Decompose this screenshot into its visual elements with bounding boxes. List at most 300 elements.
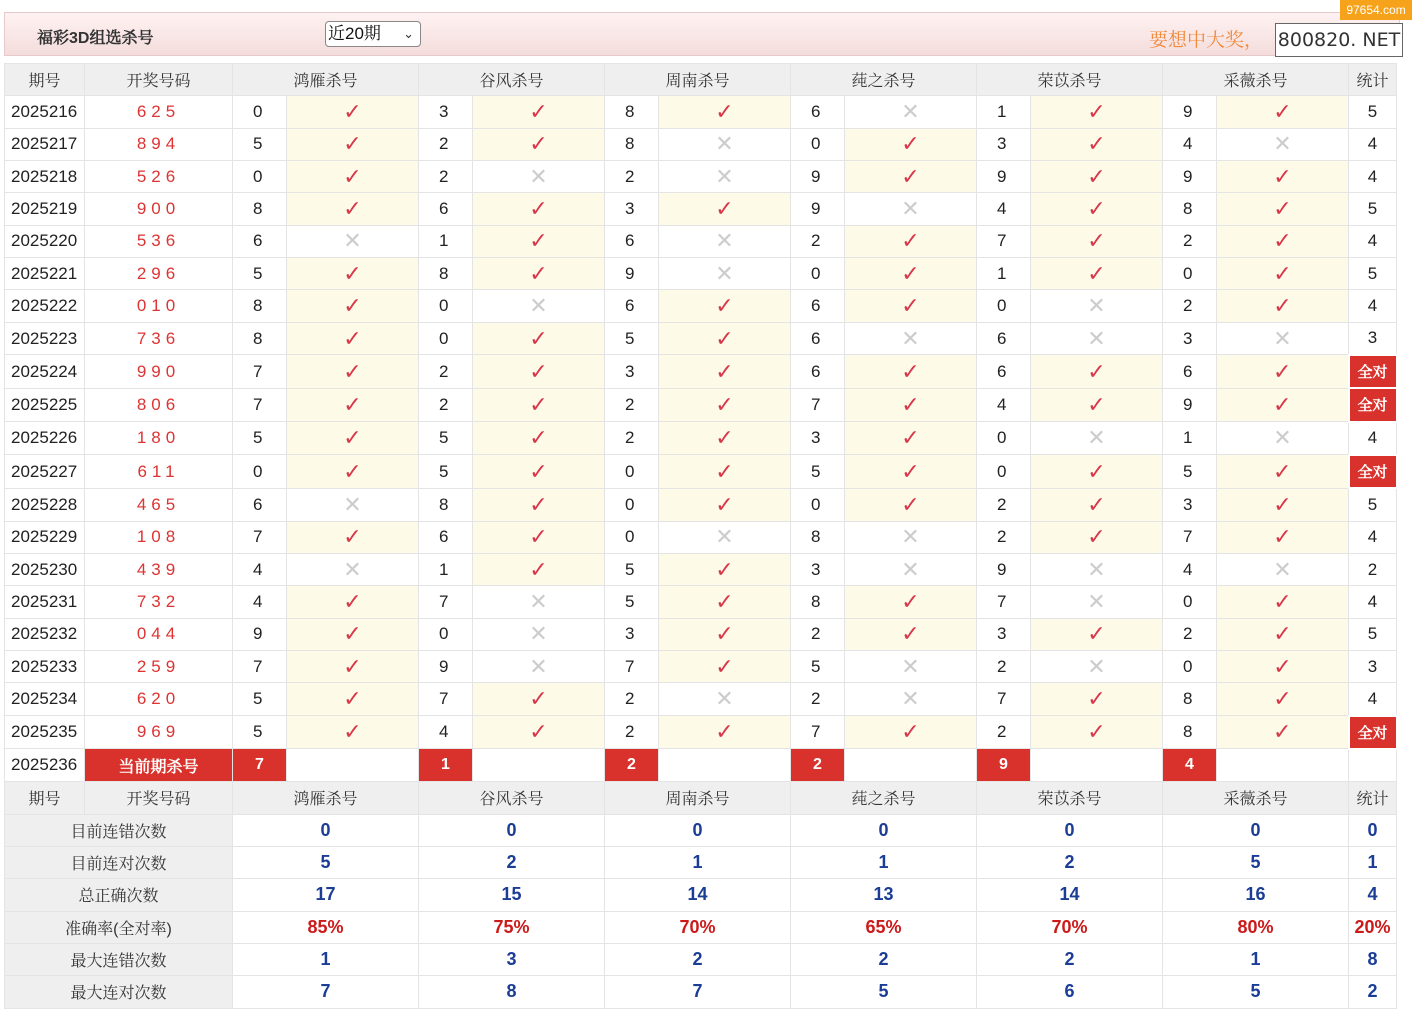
summary-value: 0 — [977, 814, 1163, 846]
check-icon: ✓ — [659, 488, 791, 521]
summary-row — [5, 911, 1397, 943]
check-icon: ✓ — [659, 422, 791, 455]
draw-number: 894 — [85, 128, 233, 160]
check-icon: ✓ — [1217, 290, 1349, 322]
stat-cell: 2 — [1349, 553, 1397, 585]
kill-number: 4 — [977, 388, 1031, 421]
check-icon: ✓ — [1217, 455, 1349, 488]
kill-number: 5 — [233, 683, 287, 716]
kill-number: 1 — [419, 553, 473, 585]
draw-number: 900 — [85, 193, 233, 225]
cross-icon: ✕ — [1031, 322, 1163, 355]
draw-number: 108 — [85, 521, 233, 553]
stat-cell: 4 — [1349, 128, 1397, 160]
stat-cell: 4 — [1349, 683, 1397, 716]
check-icon: ✓ — [473, 225, 605, 257]
check-icon: ✓ — [473, 553, 605, 585]
check-icon: ✓ — [659, 290, 791, 322]
summary-value: 0 — [1163, 814, 1349, 846]
kill-number: 2 — [605, 683, 659, 716]
kill-number: 7 — [233, 388, 287, 421]
kill-number: 1 — [977, 96, 1031, 128]
summary-value: 15 — [419, 879, 605, 911]
check-icon: ✓ — [1031, 96, 1163, 128]
summary-value: 2 — [791, 943, 977, 975]
current-stat-blank — [1349, 749, 1397, 782]
period-select[interactable] — [325, 21, 421, 47]
check-icon: ✓ — [473, 521, 605, 553]
header-draw: 开奖号码 — [85, 64, 233, 96]
header-killer: 谷风杀号 — [419, 782, 605, 814]
kill-number: 5 — [233, 128, 287, 160]
period-cell: 2025224 — [5, 355, 85, 388]
current-kill-number: 1 — [419, 749, 473, 782]
header-killer: 荣苡杀号 — [977, 782, 1163, 814]
kill-number: 6 — [791, 355, 845, 388]
kill-number: 1 — [1163, 422, 1217, 455]
kill-number: 5 — [791, 455, 845, 488]
stat-cell: 4 — [1349, 586, 1397, 618]
kill-number: 3 — [1163, 322, 1217, 355]
kill-number: 6 — [977, 355, 1031, 388]
kill-number: 0 — [233, 455, 287, 488]
cross-icon: ✕ — [473, 618, 605, 650]
table-row — [5, 553, 1397, 585]
check-icon: ✓ — [287, 290, 419, 322]
kill-number: 4 — [233, 586, 287, 618]
check-icon: ✓ — [287, 586, 419, 618]
header-killer: 周南杀号 — [605, 64, 791, 96]
summary-row — [5, 814, 1397, 846]
kill-number: 4 — [1163, 553, 1217, 585]
summary-value: 13 — [791, 879, 977, 911]
kill-number: 5 — [233, 716, 287, 749]
period-cell: 2025226 — [5, 422, 85, 455]
kill-number: 0 — [419, 618, 473, 650]
all-correct-badge: 全对 — [1349, 455, 1397, 488]
check-icon: ✓ — [659, 455, 791, 488]
current-kill-number: 2 — [791, 749, 845, 782]
check-icon: ✓ — [287, 128, 419, 160]
cross-icon: ✕ — [473, 160, 605, 192]
kill-number: 9 — [791, 160, 845, 192]
cross-icon: ✕ — [473, 586, 605, 618]
kill-number: 6 — [419, 521, 473, 553]
cross-icon: ✕ — [845, 193, 977, 225]
kill-number: 9 — [977, 160, 1031, 192]
stat-cell: 4 — [1349, 225, 1397, 257]
check-icon: ✓ — [473, 422, 605, 455]
table-row — [5, 225, 1397, 257]
kill-number: 5 — [233, 422, 287, 455]
stat-cell: 3 — [1349, 322, 1397, 355]
current-kill-blank — [473, 749, 605, 782]
current-period-row — [5, 749, 1397, 782]
summary-value: 5 — [1163, 846, 1349, 878]
check-icon: ✓ — [1031, 521, 1163, 553]
cross-icon: ✕ — [845, 553, 977, 585]
check-icon: ✓ — [287, 355, 419, 388]
kill-number: 5 — [419, 455, 473, 488]
summary-value: 0 — [419, 814, 605, 846]
period-cell: 2025231 — [5, 586, 85, 618]
check-icon: ✓ — [845, 388, 977, 421]
table-row — [5, 257, 1397, 289]
header-period: 期号 — [5, 782, 85, 814]
kill-number: 2 — [977, 521, 1031, 553]
draw-number: 620 — [85, 683, 233, 716]
check-icon: ✓ — [1031, 160, 1163, 192]
draw-number: 736 — [85, 322, 233, 355]
kill-number: 0 — [977, 422, 1031, 455]
cross-icon: ✕ — [1217, 322, 1349, 355]
kill-number: 1 — [977, 257, 1031, 289]
kill-number: 0 — [1163, 586, 1217, 618]
kill-number: 6 — [791, 290, 845, 322]
promo-text[interactable]: 要想中大奖， — [1149, 30, 1264, 51]
kill-number: 4 — [419, 716, 473, 749]
check-icon: ✓ — [659, 355, 791, 388]
check-icon: ✓ — [1031, 618, 1163, 650]
kill-number: 0 — [605, 455, 659, 488]
period-cell: 2025219 — [5, 193, 85, 225]
kill-number: 5 — [791, 650, 845, 682]
draw-number: 180 — [85, 422, 233, 455]
kill-number: 2 — [791, 225, 845, 257]
kill-number: 8 — [233, 290, 287, 322]
table-row — [5, 355, 1397, 388]
cross-icon: ✕ — [1031, 422, 1163, 455]
check-icon: ✓ — [845, 716, 977, 749]
header-killer: 莼之杀号 — [791, 64, 977, 96]
stat-cell: 3 — [1349, 650, 1397, 682]
check-icon: ✓ — [473, 257, 605, 289]
check-icon: ✓ — [1031, 388, 1163, 421]
current-kill-label: 当前期杀号 — [85, 749, 233, 782]
summary-row — [5, 943, 1397, 975]
kill-number: 7 — [977, 586, 1031, 618]
table-row — [5, 388, 1397, 421]
check-icon: ✓ — [845, 160, 977, 192]
kill-number: 8 — [233, 193, 287, 225]
kill-number: 6 — [419, 193, 473, 225]
summary-value: 6 — [977, 976, 1163, 1008]
check-icon: ✓ — [287, 422, 419, 455]
current-kill-number: 7 — [233, 749, 287, 782]
check-icon: ✓ — [659, 586, 791, 618]
table-row — [5, 650, 1397, 682]
kill-number: 3 — [605, 618, 659, 650]
table-row — [5, 683, 1397, 716]
period-cell: 2025229 — [5, 521, 85, 553]
stat-cell: 4 — [1349, 422, 1397, 455]
kill-number: 7 — [233, 650, 287, 682]
check-icon: ✓ — [1217, 488, 1349, 521]
check-icon: ✓ — [473, 96, 605, 128]
kill-number: 2 — [791, 618, 845, 650]
kill-number: 6 — [605, 225, 659, 257]
top-bar — [4, 12, 1400, 56]
all-correct-badge: 全对 — [1349, 355, 1397, 388]
period-cell: 2025218 — [5, 160, 85, 192]
kill-number: 9 — [233, 618, 287, 650]
check-icon: ✓ — [287, 618, 419, 650]
period-cell: 2025216 — [5, 96, 85, 128]
summary-value: 70% — [605, 911, 791, 943]
draw-number: 990 — [85, 355, 233, 388]
check-icon: ✓ — [287, 388, 419, 421]
check-icon: ✓ — [1217, 160, 1349, 192]
check-icon: ✓ — [1217, 257, 1349, 289]
cross-icon: ✕ — [1031, 650, 1163, 682]
kill-number: 8 — [233, 322, 287, 355]
table-row — [5, 488, 1397, 521]
cross-icon: ✕ — [659, 128, 791, 160]
summary-value: 1 — [1163, 943, 1349, 975]
header-killer: 周南杀号 — [605, 782, 791, 814]
summary-value: 70% — [977, 911, 1163, 943]
kill-number: 7 — [791, 716, 845, 749]
stat-cell: 5 — [1349, 618, 1397, 650]
chevron-down-icon: ⌄ — [403, 26, 414, 41]
period-cell: 2025230 — [5, 553, 85, 585]
stat-cell: 5 — [1349, 257, 1397, 289]
check-icon: ✓ — [1031, 225, 1163, 257]
header-killer: 采薇杀号 — [1163, 64, 1349, 96]
cross-icon: ✕ — [287, 488, 419, 521]
draw-number: 296 — [85, 257, 233, 289]
cross-icon: ✕ — [287, 553, 419, 585]
check-icon: ✓ — [1217, 716, 1349, 749]
header-period: 期号 — [5, 64, 85, 96]
summary-value: 14 — [605, 879, 791, 911]
summary-value: 80% — [1163, 911, 1349, 943]
period-cell: 2025235 — [5, 716, 85, 749]
kill-number: 0 — [791, 488, 845, 521]
check-icon: ✓ — [287, 650, 419, 682]
kill-number: 7 — [1163, 521, 1217, 553]
check-icon: ✓ — [659, 193, 791, 225]
check-icon: ✓ — [845, 455, 977, 488]
check-icon: ✓ — [659, 322, 791, 355]
check-icon: ✓ — [1031, 455, 1163, 488]
summary-value: 1 — [233, 943, 419, 975]
cross-icon: ✕ — [473, 650, 605, 682]
period-cell: 2025227 — [5, 455, 85, 488]
cross-icon: ✕ — [659, 160, 791, 192]
period-cell: 2025220 — [5, 225, 85, 257]
kill-number: 5 — [419, 422, 473, 455]
kill-number: 5 — [605, 322, 659, 355]
kill-number: 0 — [233, 96, 287, 128]
draw-number: 526 — [85, 160, 233, 192]
kill-number: 3 — [977, 618, 1031, 650]
table-row — [5, 716, 1397, 749]
summary-value: 0 — [605, 814, 791, 846]
summary-value: 7 — [605, 976, 791, 1008]
kill-number: 6 — [233, 488, 287, 521]
summary-value: 1 — [1349, 846, 1397, 878]
table-row — [5, 96, 1397, 128]
draw-number: 969 — [85, 716, 233, 749]
summary-label: 准确率(全对率) — [5, 911, 233, 943]
kill-number: 8 — [1163, 683, 1217, 716]
check-icon: ✓ — [1217, 650, 1349, 682]
summary-label: 最大连错次数 — [5, 943, 233, 975]
check-icon: ✓ — [287, 716, 419, 749]
all-correct-badge: 全对 — [1349, 716, 1397, 749]
page-title: 福彩3D组选杀号 — [37, 30, 154, 47]
summary-value: 2 — [605, 943, 791, 975]
period-cell: 2025221 — [5, 257, 85, 289]
summary-value: 5 — [791, 976, 977, 1008]
check-icon: ✓ — [845, 586, 977, 618]
header-killer: 谷风杀号 — [419, 64, 605, 96]
summary-value: 2 — [419, 846, 605, 878]
header-stat: 统计 — [1349, 64, 1397, 96]
header-killer: 鸿雁杀号 — [233, 782, 419, 814]
cross-icon: ✕ — [473, 290, 605, 322]
check-icon: ✓ — [1217, 586, 1349, 618]
check-icon: ✓ — [1031, 128, 1163, 160]
summary-value: 0 — [791, 814, 977, 846]
kill-number: 6 — [791, 96, 845, 128]
check-icon: ✓ — [287, 193, 419, 225]
summary-value: 2 — [1349, 976, 1397, 1008]
stat-cell: 4 — [1349, 160, 1397, 192]
summary-value: 14 — [977, 879, 1163, 911]
kill-number: 2 — [419, 128, 473, 160]
period-cell: 2025225 — [5, 388, 85, 421]
summary-value: 17 — [233, 879, 419, 911]
header-killer: 荣苡杀号 — [977, 64, 1163, 96]
kill-number: 3 — [791, 553, 845, 585]
check-icon: ✓ — [287, 683, 419, 716]
draw-number: 044 — [85, 618, 233, 650]
check-icon: ✓ — [473, 388, 605, 421]
summary-value: 16 — [1163, 879, 1349, 911]
cross-icon: ✕ — [1217, 553, 1349, 585]
check-icon: ✓ — [1031, 488, 1163, 521]
kill-number: 7 — [605, 650, 659, 682]
kill-number: 0 — [1163, 650, 1217, 682]
summary-label: 目前连对次数 — [5, 846, 233, 878]
kill-number: 0 — [977, 455, 1031, 488]
kill-number: 0 — [605, 488, 659, 521]
summary-value: 2 — [977, 846, 1163, 878]
check-icon: ✓ — [287, 322, 419, 355]
draw-number: 611 — [85, 455, 233, 488]
check-icon: ✓ — [1031, 257, 1163, 289]
summary-value: 4 — [1349, 879, 1397, 911]
current-kill-blank — [845, 749, 977, 782]
cross-icon: ✕ — [845, 683, 977, 716]
kill-number: 8 — [419, 488, 473, 521]
kill-number: 5 — [605, 586, 659, 618]
check-icon: ✓ — [473, 128, 605, 160]
period-cell: 2025217 — [5, 128, 85, 160]
cross-icon: ✕ — [1031, 586, 1163, 618]
kill-number: 0 — [977, 290, 1031, 322]
kill-number: 9 — [419, 650, 473, 682]
stat-cell: 5 — [1349, 193, 1397, 225]
summary-row — [5, 976, 1397, 1008]
kill-number: 2 — [791, 683, 845, 716]
kill-number: 2 — [419, 160, 473, 192]
kill-number: 5 — [1163, 455, 1217, 488]
header-stat: 统计 — [1349, 782, 1397, 814]
table-row — [5, 422, 1397, 455]
cross-icon: ✕ — [659, 257, 791, 289]
check-icon: ✓ — [473, 193, 605, 225]
check-icon: ✓ — [287, 257, 419, 289]
check-icon: ✓ — [473, 322, 605, 355]
cross-icon: ✕ — [845, 322, 977, 355]
summary-value: 5 — [233, 846, 419, 878]
check-icon: ✓ — [1031, 193, 1163, 225]
stat-cell: 4 — [1349, 521, 1397, 553]
kill-number: 2 — [605, 160, 659, 192]
kill-number: 4 — [1163, 128, 1217, 160]
cross-icon: ✕ — [1031, 290, 1163, 322]
kill-number: 8 — [605, 128, 659, 160]
kill-number: 8 — [1163, 193, 1217, 225]
kill-number-table — [4, 63, 1398, 1009]
kill-number: 4 — [233, 553, 287, 585]
site-label[interactable]: 800820. NET — [1275, 23, 1403, 57]
cross-icon: ✕ — [845, 650, 977, 682]
check-icon: ✓ — [659, 618, 791, 650]
table-row — [5, 586, 1397, 618]
kill-number: 0 — [1163, 257, 1217, 289]
kill-number: 8 — [605, 96, 659, 128]
kill-number: 7 — [233, 521, 287, 553]
summary-value: 0 — [1349, 814, 1397, 846]
summary-value: 20% — [1349, 911, 1397, 943]
cross-icon: ✕ — [845, 521, 977, 553]
check-icon: ✓ — [1217, 355, 1349, 388]
period-cell: 2025222 — [5, 290, 85, 322]
kill-number: 0 — [791, 128, 845, 160]
check-icon: ✓ — [1217, 388, 1349, 421]
kill-number: 1 — [419, 225, 473, 257]
check-icon: ✓ — [287, 521, 419, 553]
draw-number: 806 — [85, 388, 233, 421]
cross-icon: ✕ — [659, 521, 791, 553]
table-header-row — [5, 782, 1397, 814]
stat-cell: 5 — [1349, 488, 1397, 521]
check-icon: ✓ — [1217, 193, 1349, 225]
table-row — [5, 322, 1397, 355]
summary-value: 7 — [233, 976, 419, 1008]
kill-number: 7 — [419, 683, 473, 716]
draw-number: 732 — [85, 586, 233, 618]
kill-number: 2 — [605, 716, 659, 749]
table-row — [5, 521, 1397, 553]
kill-number: 8 — [1163, 716, 1217, 749]
check-icon: ✓ — [1031, 355, 1163, 388]
summary-value: 5 — [1163, 976, 1349, 1008]
summary-value: 8 — [419, 976, 605, 1008]
check-icon: ✓ — [473, 716, 605, 749]
check-icon: ✓ — [1031, 683, 1163, 716]
check-icon: ✓ — [659, 716, 791, 749]
kill-number: 2 — [419, 355, 473, 388]
kill-number: 3 — [1163, 488, 1217, 521]
draw-number: 259 — [85, 650, 233, 682]
cross-icon: ✕ — [1217, 128, 1349, 160]
check-icon: ✓ — [845, 225, 977, 257]
